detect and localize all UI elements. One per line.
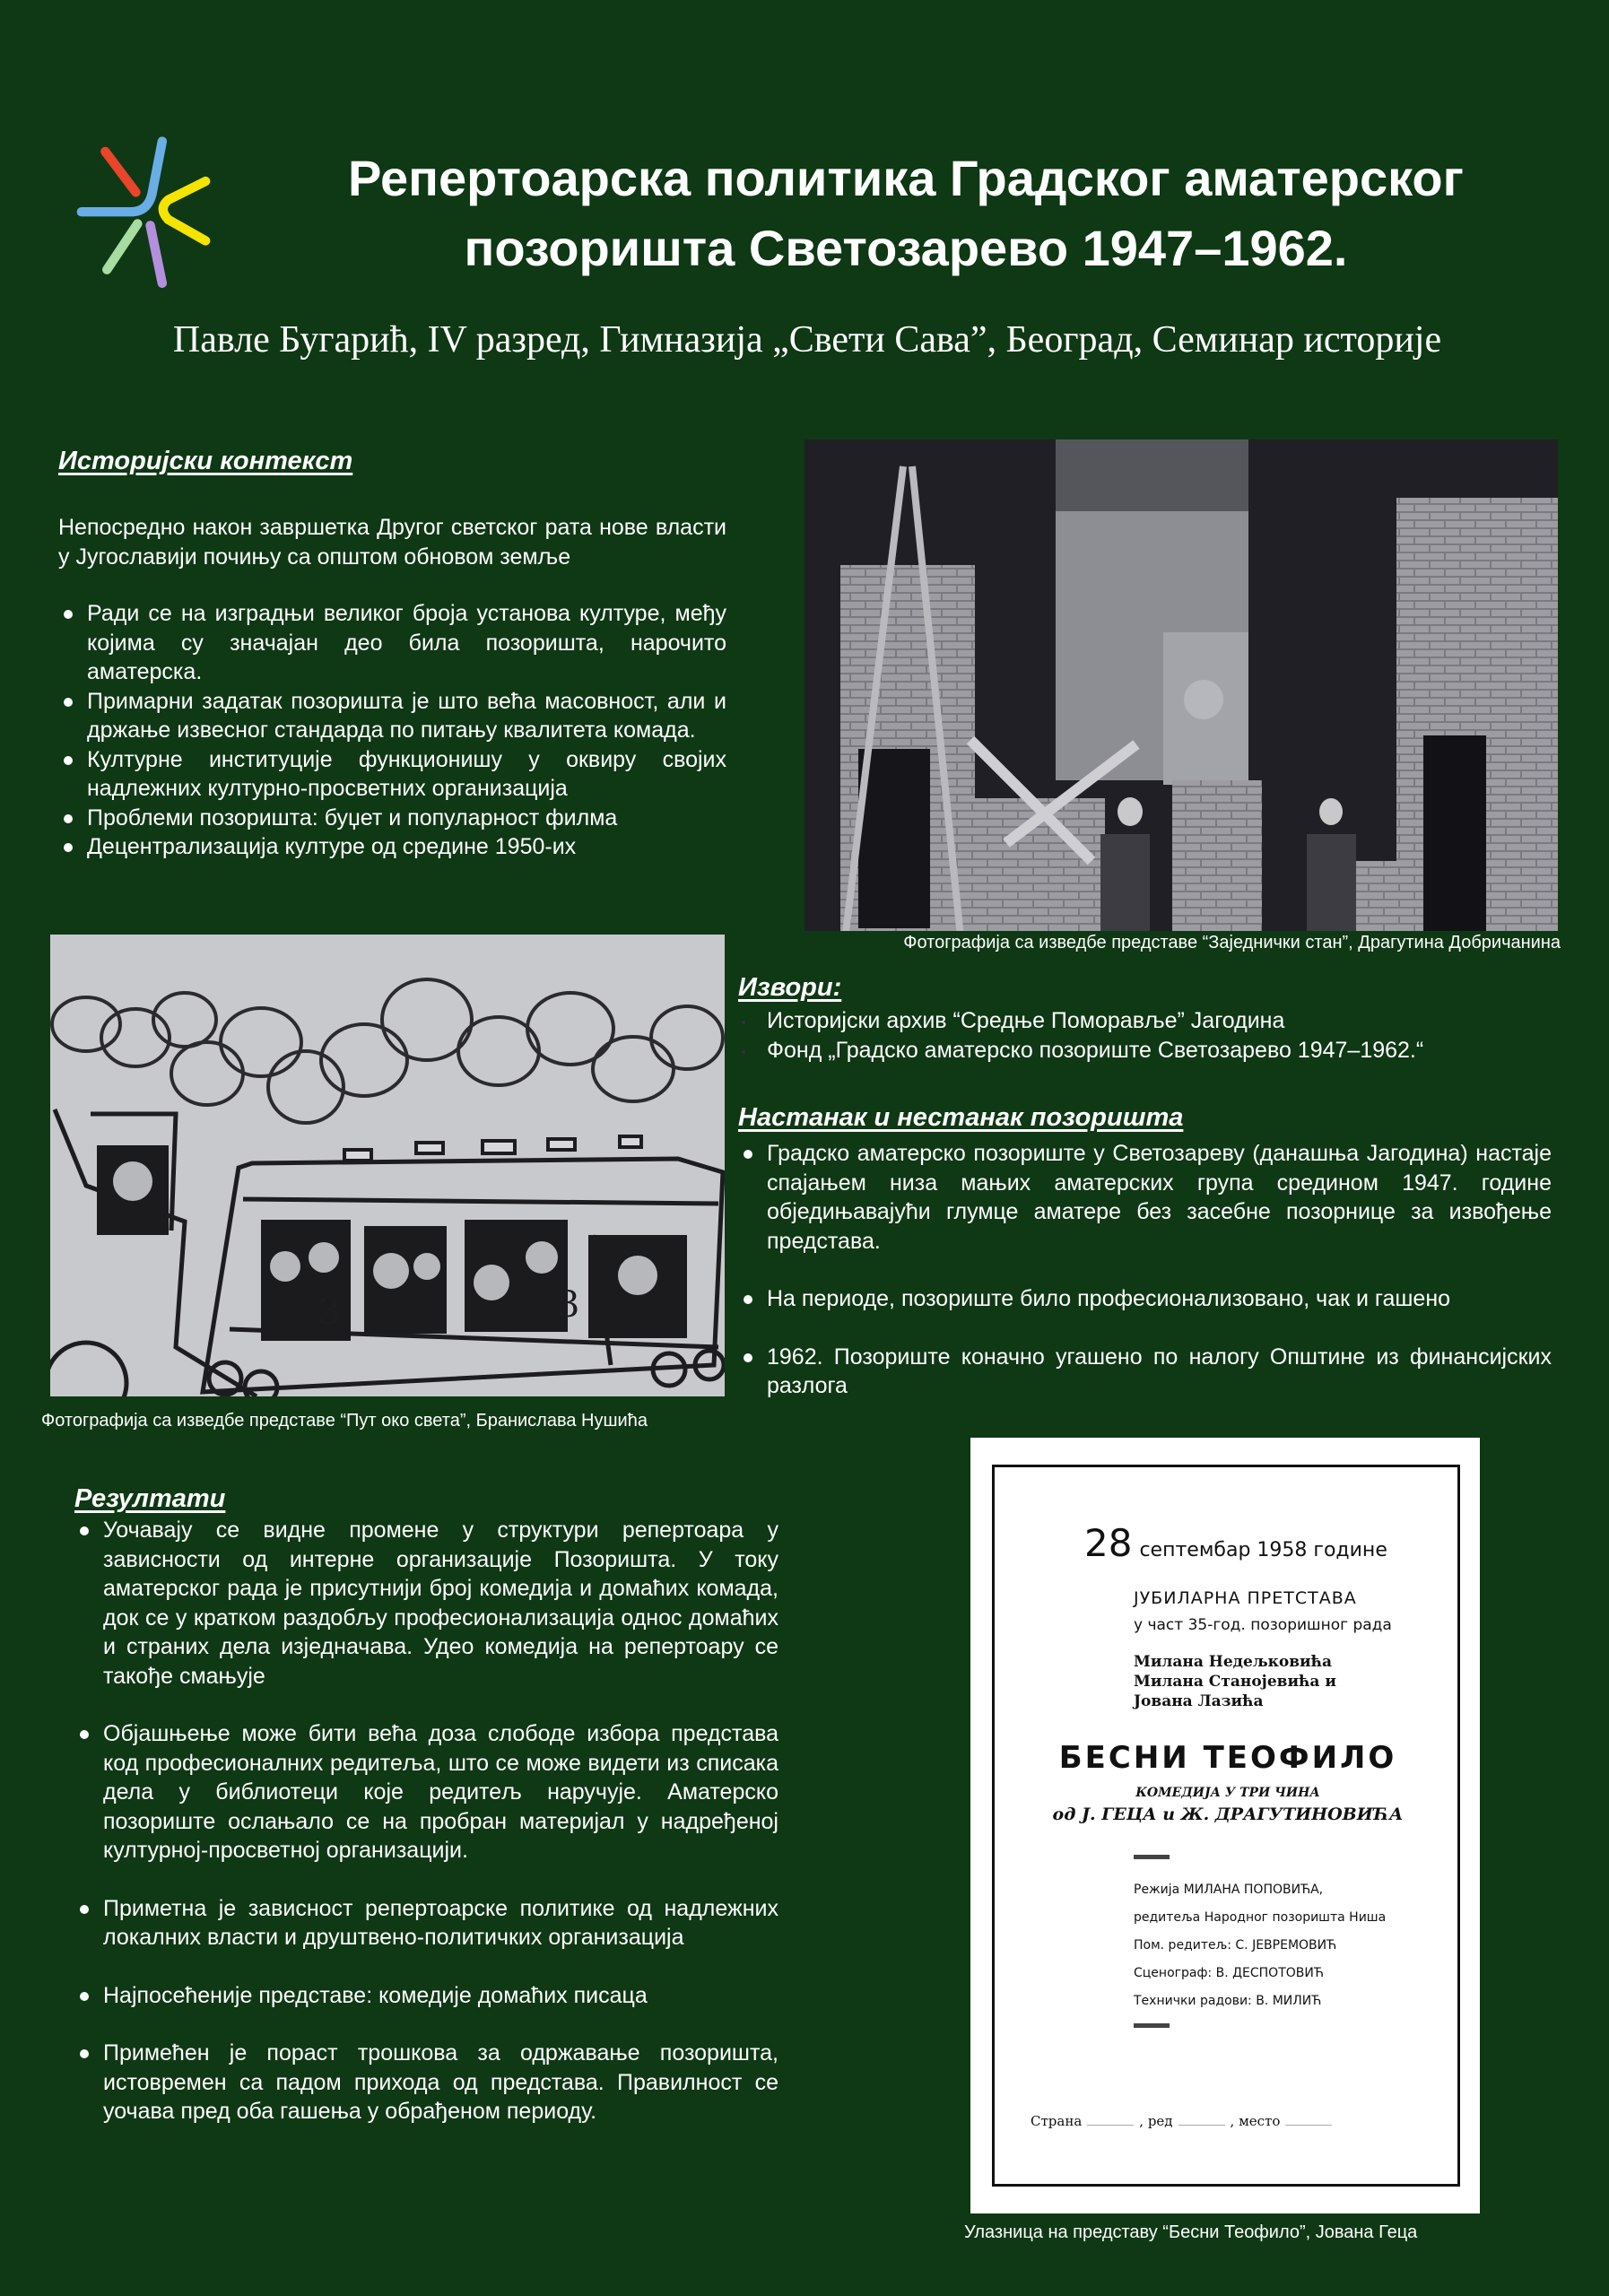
seat-blank [1178, 2125, 1225, 2126]
seat-label-side: Страна [1031, 2113, 1083, 2129]
logo-ray-green [107, 223, 137, 269]
logo-ray-red [105, 152, 135, 192]
context-bullet: Проблеми позоришта: буџет и популарност филма [58, 804, 726, 833]
results-bullet: Примећен је пораст трошкова за одржавање позоришта, истовремен са падом прихода од представа. Правилност се уочава пред оба гашења у обрађеном периоду. [74, 2039, 778, 2126]
founding-bullet: Градско аматерско позориште у Светозареву (данашња Јагодина) настаје спајањем низа мањих аматерских група средином 1947. године обједињавајући глумце аматере без засебне позорнице за извођење представа. [738, 1139, 1552, 1256]
ticket-divider [1134, 1855, 1170, 1859]
seat-label-row: ред [1147, 2113, 1173, 2129]
ticket-credit: редитеља Народног позоришта Ниша [1134, 1910, 1387, 1925]
title-line-1: Репертоарска политика Градског аматерског [348, 150, 1464, 206]
source-item: Фонд „Градско аматерско позориште Светозарево 1947–1962.“ [738, 1036, 1545, 1065]
founding-heading: Настанак и нестанак позоришта [738, 1103, 1184, 1132]
train-photo [50, 935, 725, 1396]
ticket-play-title: БЕСНИ ТЕОФИЛО [1058, 1740, 1397, 1776]
ticket-credit: Сценограф: В. ДЕСПОТОВИЋ [1134, 1966, 1324, 1980]
results-bullet: Најпосећеније представе: комедије домаћих писаца [74, 1981, 778, 2011]
ticket-date [1084, 1521, 1387, 1565]
car-number: 3 [317, 1292, 341, 1333]
seat-label-place: место [1239, 2113, 1281, 2129]
ticket-honorees [1134, 1652, 1336, 1711]
sources-list [738, 1006, 1545, 1065]
ticket-jubilee: ЈУБИЛАРНА ПРЕТСТАВА [1134, 1588, 1357, 1608]
starburst-logo-icon [63, 130, 224, 300]
ticket-border [992, 1465, 1460, 2187]
ticket-genre: КОМЕДИЈА У ТРИ ЧИНА [1135, 1786, 1320, 1800]
stage-photo-caption: Фотографија са изведбе представе “Заједнички стан”, Драгутина Добричанина [903, 933, 1561, 952]
ticket-credits [1134, 1876, 1386, 2015]
results-bullet: Приметна је зависност репертоарске политике од надлежних локалних власти и друштвено-политичких организација [74, 1894, 778, 1952]
results-bullet-list [74, 1516, 778, 2155]
stage-photo-illustration [804, 439, 1558, 931]
logo-ray-yellow [163, 181, 205, 240]
ticket-divider [1134, 2023, 1170, 2028]
sources-heading: Извори: [738, 973, 842, 1002]
context-intro: Непосредно након завршетка Другог светског рата нове власти у Југославији почињу са општом обновом земље [58, 515, 726, 570]
founding-bullet: 1962. Позориште коначно угашено по налогу Општине из финансијских разлога [738, 1343, 1552, 1401]
ticket-honoree: Милана Недељковића [1134, 1653, 1333, 1671]
title-line-2: позоришта Светозарево 1947–1962. [464, 220, 1348, 276]
founding-bullet-list [738, 1139, 1552, 1430]
ticket-honoree: Јована Лазића [1134, 1692, 1264, 1710]
seat-blank [1285, 2125, 1332, 2126]
ticket-credit: Пом. редитељ: С. ЈЕВРЕМОВИЋ [1134, 1938, 1337, 1952]
ticket-credit: Режија МИЛАНА ПОПОВИЋА, [1134, 1883, 1324, 1897]
ticket-seat-fields: Страна , ред , место [1031, 2113, 1443, 2129]
car-number: 3 [557, 1284, 580, 1326]
context-bullet-list [58, 599, 726, 862]
context-bullet: Ради се на изградњи великог броја установа културе, међу којима су значајан део била позоришта, нарочито аматерска. [58, 599, 726, 687]
logo-ray-purple [151, 225, 162, 283]
page-title [260, 144, 1552, 283]
train-photo-illustration [50, 935, 725, 1396]
stage-photo [804, 439, 1558, 931]
ticket-credit: Технички радови: В. МИЛИЋ [1134, 1994, 1322, 2008]
founding-bullet: На периоде, позориште било професионализовано, чак и гашено [738, 1284, 1552, 1314]
source-item: Историјски архив “Средње Поморавље” Јагодина [738, 1006, 1545, 1036]
ticket-honoree: Милана Станојевића и [1134, 1673, 1336, 1691]
ticket-day: 28 [1084, 1521, 1133, 1565]
results-heading: Резултати [74, 1484, 226, 1513]
results-bullet: Објашњење може бити већа доза слободе избора представа код професионалних редитеља, што се може видети из списака дела у библиотеци које редитељ наручује. Аматерско позориште ослањало се на пробран материјал у надређеној културној-просветној организацији. [74, 1719, 778, 1866]
ticket-caption: Улазница на представу “Бесни Теофило”, Јована Геца [964, 2222, 1418, 2242]
seat-blank [1087, 2125, 1134, 2126]
context-bullet: Примарни задатак позоришта је што већа масовност, али и држање извесног стандарда по питању квалитета комада. [58, 687, 726, 745]
results-bullet: Уочавају се видне промене у структури репертоара у зависности од интерне организације Позоришта. У току аматерског рада је присутнији број комедија и домаћих комада, док се у кратком раздобљу професионализација однос домаћих и страних дела изједначава. Удео комедија на репертоару се такође смањује [74, 1516, 778, 1691]
author-subtitle: Павле Бугарић, IV разред, Гимназија „Свети Сава”, Београд, Семинар историје [172, 319, 1442, 361]
context-heading: Историјски контекст [58, 447, 353, 475]
ticket-authors: од Ј. ГЕЦА и Ж. ДРАГУТИНОВИЋА [1052, 1805, 1404, 1824]
ticket-date-rest: септембар 1958 године [1139, 1539, 1387, 1561]
ticket-image [970, 1438, 1480, 2213]
ticket-honor: у част 35-год. позоришног рада [1134, 1616, 1392, 1634]
train-photo-caption: Фотографија са изведбе представе “Пут око света”, Бранислава Нушића [41, 1411, 648, 1431]
context-bullet: Културне институције функционишу у оквиру својих надлежних културно-просветних организација [58, 745, 726, 804]
context-bullet: Децентрализација културе од средине 1950-их [58, 832, 726, 862]
